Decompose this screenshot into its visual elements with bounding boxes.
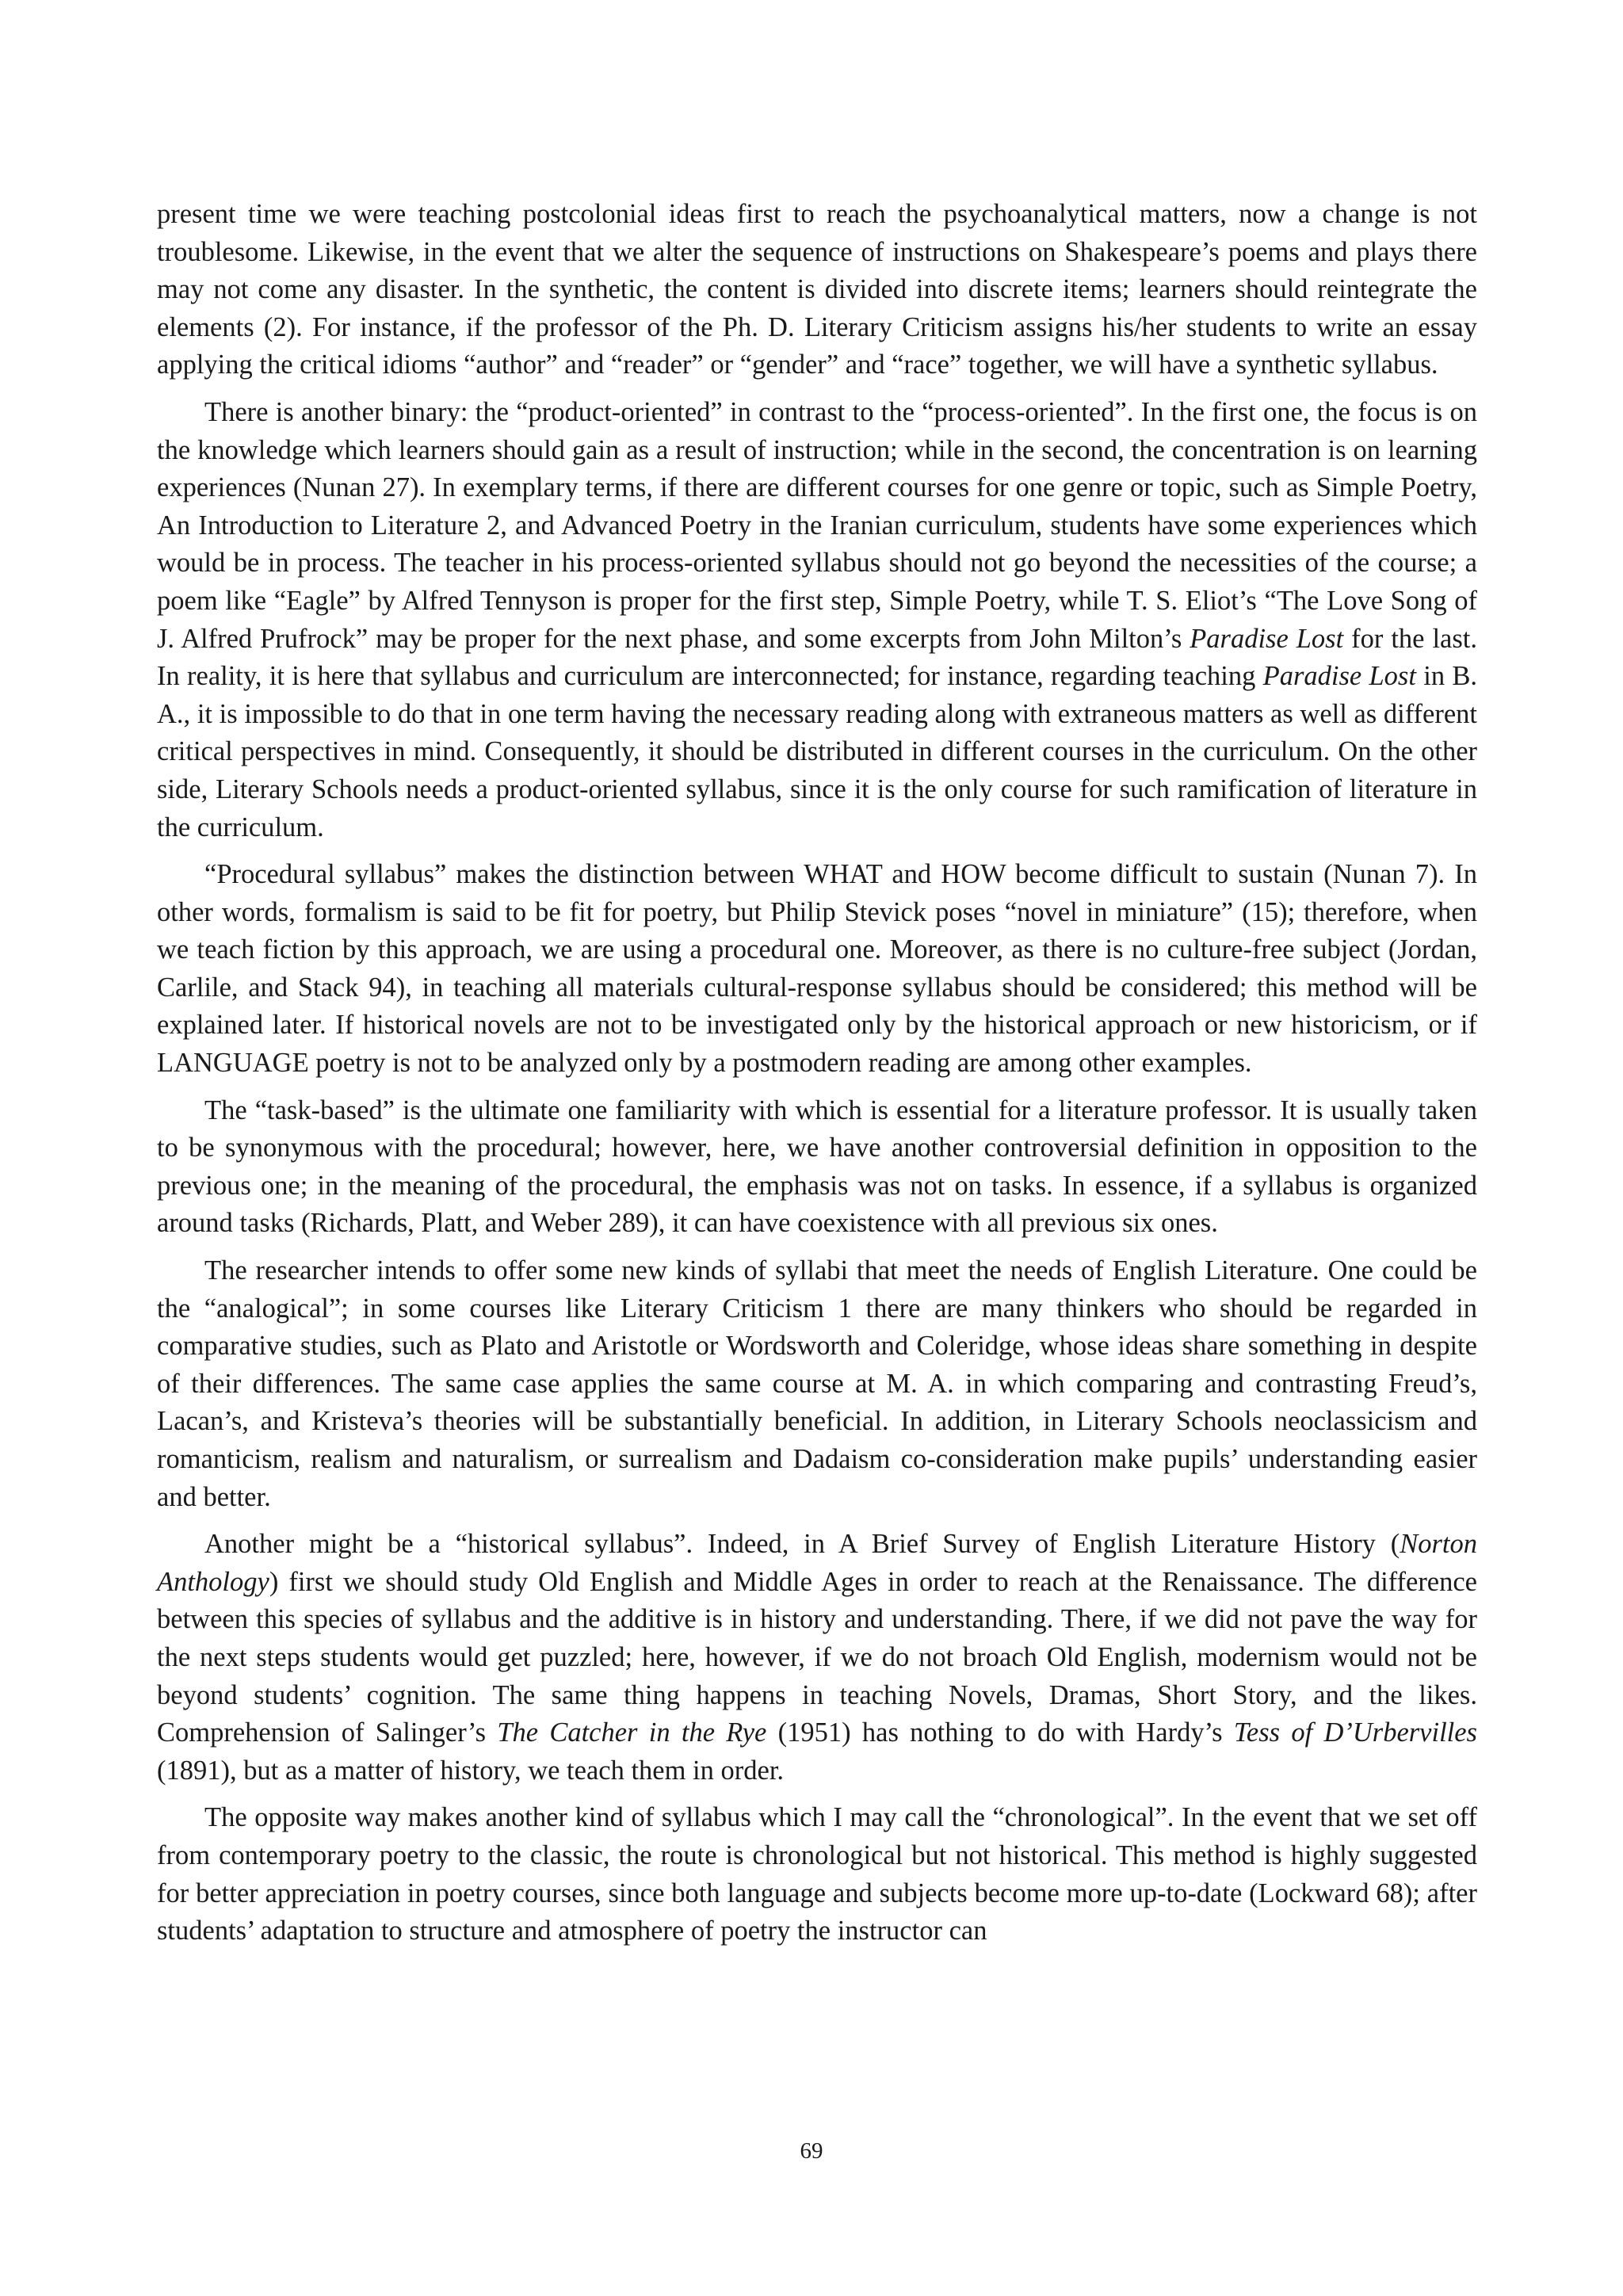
text-run: “Procedural syllabus” makes the distinction between WHAT and HOW become difficult to sustain (Nunan 7). In other words, formalism is said to be fit for poetry, but Philip Stevick poses “novel in miniature” (15); therefore, when we teach fiction by this approach, we are using a procedural one. Moreover, as there is no culture-free subject (Jordan, Carlile, and Stack 94), in teaching all materials cultural-response syllabus should be considered; this method will be explained later. If historical novels are not to be investigated only by the historical approach or new historicism, or if LANGUAGE poetry is not to be analyzed only by a postmodern reading are among other examples. xyxy=(157,859,1477,1079)
italic-title: Norton Anthology xyxy=(157,1529,1477,1597)
page-body xyxy=(157,196,1477,1960)
text-run: (1951) has nothing to do with Hardy’s xyxy=(766,1717,1234,1748)
text-run: present time we were teaching postcolonial ideas first to reach the psychoanalytical matters, now a change is not troublesome. Likewise, in the event that we alter the sequence of instructions on Shakespeare’s poems and plays there may not come any disaster. In the synthetic, the content is divided into discrete items; learners should reintegrate the elements (2). For instance, if the professor of the Ph. D. Literary Criticism assigns his/her students to write an essay applying the critical idioms “author” and “reader” or “gender” and “race” together, we will have a synthetic syllabus. xyxy=(157,199,1477,380)
paragraph xyxy=(157,1799,1477,1950)
text-run: for the last. In reality, it is here that syllabus and curriculum are interconnected; for instance, regarding teaching xyxy=(157,623,1477,692)
italic-title: Paradise Lost xyxy=(1190,623,1344,654)
paragraph xyxy=(157,1526,1477,1790)
text-run: (1891), but as a matter of history, we teach them in order. xyxy=(157,1755,785,1786)
paragraph xyxy=(157,856,1477,1083)
text-run: There is another binary: the “product-oriented” in contrast to the “process-oriented”. In the first one, the focus is on the knowledge which learners should gain as a result of instruction; while in the second, the concentration is on learning experiences (Nunan 27). In exemplary terms, if there are different courses for one genre or topic, such as Simple Poetry, An Introduction to Literature 2, and Advanced Poetry in the Iranian curriculum, students have some experiences which would be in process. The teacher in his process-oriented syllabus should not go beyond the necessities of the course; a poem like “Eagle” by Alfred Tennyson is proper for the first step, Simple Poetry, while T. S. Eliot’s “The Love Song of J. Alfred Prufrock” may be proper for the next phase, and some excerpts from John Milton’s xyxy=(157,396,1477,654)
italic-title: Paradise Lost xyxy=(1262,661,1416,692)
italic-title: The Catcher in the Rye xyxy=(497,1717,767,1748)
text-run: The “task-based” is the ultimate one familiarity with which is essential for a literature professor. It is usually taken to be synonymous with the procedural; however, here, we have another controversial definition in opposition to the previous one; in the meaning of the procedural, the emphasis was not on tasks. In essence, if a syllabus is organized around tasks (Richards, Platt, and Weber 289), it can have coexistence with all previous six ones. xyxy=(157,1095,1477,1239)
text-run: The opposite way makes another kind of syllabus which I may call the “chronological”. In the event that we set off from contemporary poetry to the classic, the route is chronological but not historical. This method is highly suggested for better appreciation in poetry courses, since both language and subjects become more up-to-date (Lockward 68); after students’ adaptation to structure and atmosphere of poetry the instructor can xyxy=(157,1802,1477,1946)
italic-title: Tess of D’Urbervilles xyxy=(1233,1717,1477,1748)
text-run: The researcher intends to offer some new kinds of syllabi that meet the needs of English Literature. One could be the “analogical”; in some courses like Literary Criticism 1 there are many thinkers who should be regarded in comparative studies, such as Plato and Aristotle or Wordsworth and Coleridge, whose ideas share something in despite of their differences. The same case applies the same course at M. A. in which comparing and contrasting Freud’s, Lacan’s, and Kristeva’s theories will be substantially beneficial. In addition, in Literary Schools neoclassicism and romanticism, realism and naturalism, or surrealism and Dadaism co-consideration make pupils’ understanding easier and better. xyxy=(157,1255,1477,1512)
paragraph xyxy=(157,394,1477,846)
text-run: ) first we should study Old English and Middle Ages in order to reach at the Renaissance. The difference between this species of syllabus and the additive is in history and understanding. There, if we did not pave the way for the next steps students would get puzzled; here, however, if we do not broach Old English, modernism would not be beyond students’ cognition. The same thing happens in teaching Novels, Dramas, Short Story, and the likes. Comprehension of Salinger’s xyxy=(157,1566,1477,1748)
paragraph xyxy=(157,1092,1477,1243)
paragraph xyxy=(157,196,1477,384)
text-run: in B. A., it is impossible to do that in one term having the necessary reading along with extraneous matters as well as different critical perspectives in mind. Consequently, it should be distributed in different courses in the curriculum. On the other side, Literary Schools needs a product-oriented syllabus, since it is the only course for such ramification of literature in the curriculum. xyxy=(157,661,1477,842)
paragraph xyxy=(157,1252,1477,1516)
page-number: 69 xyxy=(800,2138,823,2164)
text-run: Another might be a “historical syllabus”. Indeed, in A Brief Survey of English Literature History ( xyxy=(204,1529,1400,1560)
